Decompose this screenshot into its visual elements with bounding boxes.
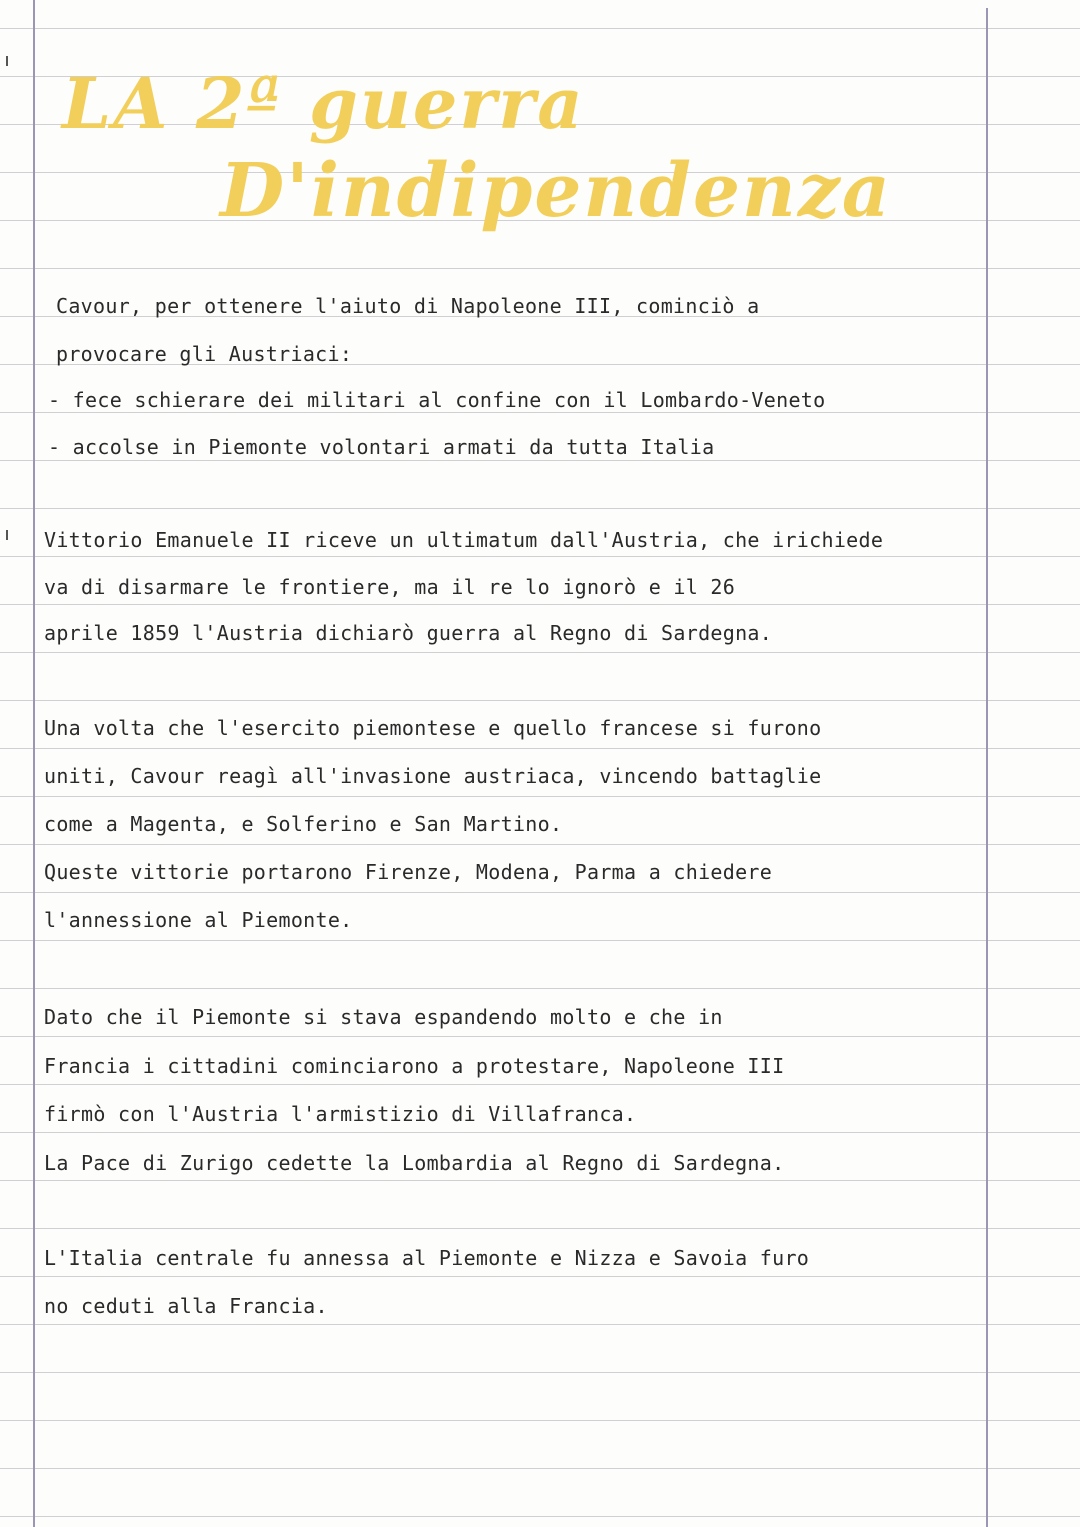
rule-line (0, 652, 1080, 653)
edge-mark (6, 56, 8, 66)
rule-line (0, 556, 1080, 557)
text-line: - accolse in Piemonte volontari armati da tutta Italia (48, 435, 715, 459)
text-line: Francia i cittadini cominciarono a protestare, Napoleone III (44, 1054, 785, 1078)
rule-line (0, 748, 1080, 749)
text-line: va di disarmare le frontiere, ma il re lo ignorò e il 26 (44, 575, 736, 599)
left-margin-line (33, 0, 35, 1527)
rule-line (0, 1276, 1080, 1277)
text-line: l'annessione al Piemonte. (44, 908, 353, 932)
text-line: Cavour, per ottenere l'aiuto di Napoleone III, cominciò a (56, 294, 760, 318)
rule-line (0, 1420, 1080, 1421)
text-line: Una volta che l'esercito piemontese e quello francese si furono (44, 716, 822, 740)
text-line: no ceduti alla Francia. (44, 1294, 328, 1318)
rule-line (0, 28, 1080, 29)
rule-line (0, 1516, 1080, 1517)
rule-line (0, 508, 1080, 509)
edge-mark (6, 530, 8, 540)
text-line: uniti, Cavour reagì all'invasione austriaca, vincendo battaglie (44, 764, 822, 788)
text-line: aprile 1859 l'Austria dichiarò guerra al Regno di Sardegna. (44, 621, 773, 645)
rule-line (0, 604, 1080, 605)
text-line: La Pace di Zurigo cedette la Lombardia al Regno di Sardegna. (44, 1151, 785, 1175)
rule-line (0, 268, 1080, 269)
rule-line (0, 460, 1080, 461)
text-line: firmò con l'Austria l'armistizio di Villafranca. (44, 1102, 637, 1126)
rule-line (0, 844, 1080, 845)
text-line: L'Italia centrale fu annessa al Piemonte e Nizza e Savoia furo (44, 1246, 810, 1270)
rule-line (0, 700, 1080, 701)
rule-line (0, 1324, 1080, 1325)
text-line: come a Magenta, e Solferino e San Martino. (44, 812, 563, 836)
text-line: provocare gli Austriaci: (56, 342, 353, 366)
page-title-line-1: LA 2ª guerra (62, 62, 585, 145)
rule-line (0, 1372, 1080, 1373)
rule-line (0, 1180, 1080, 1181)
text-line: - fece schierare dei militari al confine con il Lombardo-Veneto (48, 388, 826, 412)
text-line: Queste vittorie portarono Firenze, Modena, Parma a chiedere (44, 860, 773, 884)
rule-line (0, 1228, 1080, 1229)
rule-line (0, 988, 1080, 989)
right-margin-line (986, 8, 988, 1527)
page-title-line-2: D'indipendenza (220, 148, 892, 234)
rule-line (0, 892, 1080, 893)
rule-line (0, 412, 1080, 413)
rule-line (0, 940, 1080, 941)
text-line: Dato che il Piemonte si stava espandendo molto e che in (44, 1005, 723, 1029)
rule-line (0, 1084, 1080, 1085)
text-line: Vittorio Emanuele II riceve un ultimatum dall'Austria, che irichiede (44, 528, 884, 552)
rule-line (0, 1468, 1080, 1469)
rule-line (0, 796, 1080, 797)
rule-line (0, 1036, 1080, 1037)
rule-line (0, 1132, 1080, 1133)
